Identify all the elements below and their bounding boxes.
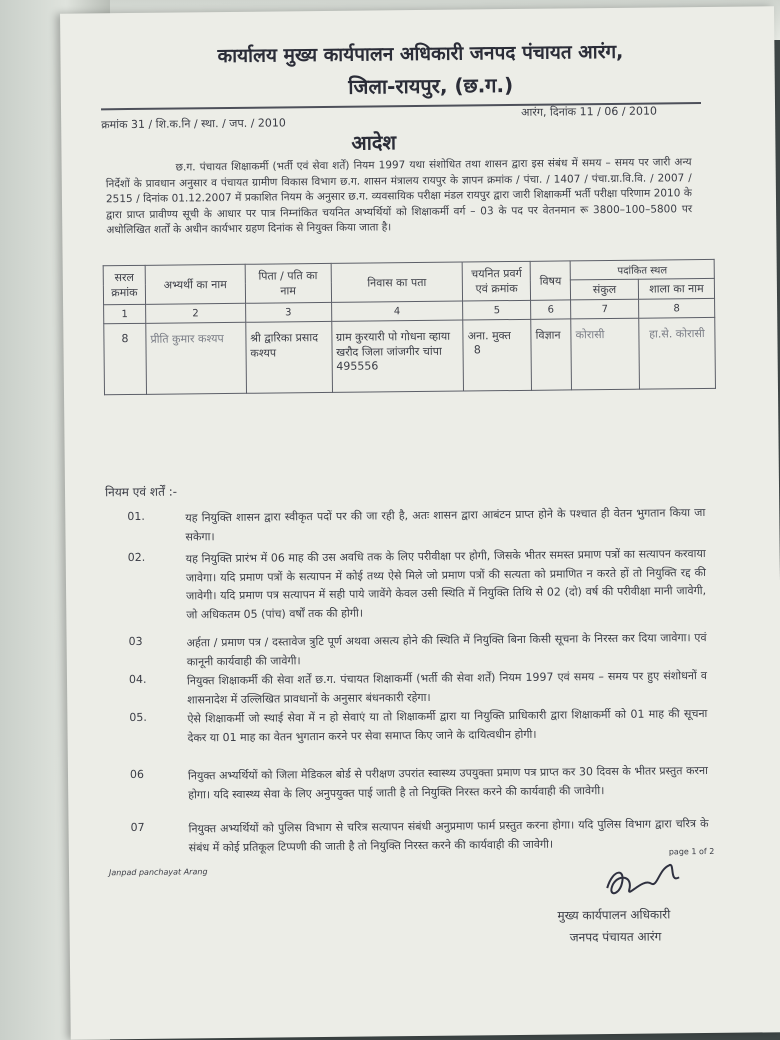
header-posting: पदांकित स्थल <box>570 259 714 280</box>
office-header: कार्यालय मुख्य कार्यपालन अधिकारी जनपद पंचायत आरंग, <box>217 40 624 68</box>
column-number: 6 <box>531 300 571 319</box>
rule-item <box>107 629 707 668</box>
cell-serial: 8 <box>104 323 147 394</box>
signatory-office: जनपद पंचायत आरंग <box>569 929 662 945</box>
rule-number: 01. <box>127 509 145 524</box>
cell-school: हा.से. कोरासी <box>639 317 716 389</box>
signature-mark <box>599 847 700 908</box>
cell-address: ग्राम कुरयारी पो गोधना व्हाया खरौद जिला जांजगीर चांपा 495556 <box>331 320 463 392</box>
document-page <box>60 6 780 1039</box>
header-subject: विषय <box>530 261 570 300</box>
header-father: पिता / पति का नाम <box>245 263 331 303</box>
column-number: 3 <box>245 302 331 322</box>
column-number: 4 <box>331 301 463 321</box>
rule-number: 03 <box>128 634 143 649</box>
reference-date: आरंग, दिनांक 11 / 06 / 2010 <box>521 104 658 119</box>
header-school: शाला का नाम <box>638 278 714 299</box>
reference-number: क्रमांक 31 / शि.क.नि / स्था. / जप. / 2010 <box>101 116 286 132</box>
appointment-table <box>103 259 716 395</box>
rule-text: ऐसे शिक्षाकर्मी जो स्थाई सेवा में न हो सेवाएं या तो शिक्षाकर्मी द्वारा या नियुक्ति प्राधिकारी द्वारा शिक्षाकर्मी को 01 माह की सूचना देकर या 01 माह का वेतन भुगतान करने पर सेवा समाप्त किए जाने के दायित्वधीन होगी। <box>187 706 708 744</box>
rule-number: 05. <box>129 710 147 725</box>
cell-category <box>463 319 532 391</box>
rule-text: यह नियुक्ति प्रारंभ में 06 माह की उस अवधि तक के लिए परीवीक्षा पर होगी, जिसके भीतर समस्त प्रमाण पत्रों का सत्यापन करवाया जावेगा। यदि प्रमाण पत्रों के सत्यापन में कोई तथ्य ऐसे मिले जो प्रमाण पत्रों की सत्यता को प्रमाणित न करते हों तो नियुक्ति रद्द की जावेगी। यदि प्रमाण पत्र सत्यापन में सही पाये जावेंगे केवल उसी स्थिति में नियुक्ति तिथि से 02 (दो) वर्ष की परीवीक्षा मानी जावेगी, जो अधिकतम 05 (पांच) वर्षों तक की होगी। <box>185 547 707 621</box>
rule-number: 06 <box>129 767 145 782</box>
header-address: निवास का पता <box>331 262 463 302</box>
order-title: आदेश <box>351 130 397 155</box>
rules-title: नियम एवं शर्तें :- <box>104 484 178 500</box>
cell-father: श्री द्वारिका प्रसाद कश्यप <box>246 321 333 393</box>
rule-number: 04. <box>128 672 147 687</box>
signatory-title: मुख्य कार्यपालन अधिकारी <box>557 907 671 923</box>
column-number: 2 <box>146 303 246 323</box>
rule-text: नियुक्त अभ्यर्थियों को जिला मेडिकल बोर्ड से परीक्षण उपरांत स्वास्थ्य उपयुक्ता प्रमाण पत्र प्राप्त कर 30 दिवस के भीतर प्रस्तुत करना होगा। यदि स्वास्थ्य सेवा के लिए अनुपयुक्त पाई जाती है तो नियुक्ति निरस्त करने की कार्यवाही की जावेगी। <box>187 763 709 801</box>
header-serial: सरल क्रमांक <box>103 265 145 304</box>
cell-cluster: कोरासी <box>571 318 640 390</box>
header-cluster: संकुल <box>570 279 638 300</box>
page-number: page 1 of 2 <box>668 846 715 857</box>
rule-item <box>105 504 706 543</box>
rule-number: 02. <box>127 550 146 565</box>
intro-paragraph: छ.ग. पंचायत शिक्षाकर्मी (भर्ती एवं सेवा शर्तें) नियम 1997 यथा संशोधित तथा शासन द्वारा इस संबंध में समय – समय पर जारी अन्य निर्देशों के प्रावधान अनुसार व पंचायत ग्रामीण विकास विभाग छ.ग. शासन मंत्रालय रायपुर के ज्ञापन क्रमांक / पंचा. / 1407 / पंचा.ग्रा.वि.वि. / 2007 / 2515 / दिनांक 01.12.2007 में प्रकाशित नियम के अनुसार छ.ग. व्यवसायिक परीक्षा मंडल रायपुर द्वारा जारी शिक्षाकर्मी भर्ती परीक्षा परिणाम 2010 के द्वारा प्राप्त प्रावीण्य सूची के आधार पर पात्र निम्नांकित चयनित अभ्यर्थियों को शिक्षाकर्मी वर्ग – 03 के पद पर वेतनमान रू 3800–100–5800 पर अधोलिखित शर्तों के अधीन कार्यभार ग्रहण दिनांक से नियुक्त किया जाता है। <box>105 156 693 237</box>
rule-text: नियुक्त अभ्यर्थियों को पुलिस विभाग से चरित्र सत्यापन संबंधी अनुप्रमाण फार्म प्रस्तुत करना होगा। यदि पुलिस विभाग द्वारा चरित्र के संबंध में कोई प्रतिकूल टिप्पणी की जाती है तो नियुक्ति निरस्त करने की कार्यवाही की जावेगी। <box>188 816 709 854</box>
cell-subject: विज्ञान <box>531 319 572 390</box>
category-number: 8 <box>473 343 481 357</box>
rule-item <box>108 762 709 801</box>
district-header: जिला-रायपुर, (छ.ग.) <box>348 72 514 99</box>
header-category: चयनित प्रवर्ग एवं क्रमांक <box>462 261 530 301</box>
table-row <box>104 317 716 394</box>
category-label: अना. मुक्त <box>467 329 511 343</box>
header-name: अभ्यर्थी का नाम <box>145 264 245 304</box>
rule-text: नियुक्त शिक्षाकर्मी की सेवा शर्तें छ.ग. पंचायत शिक्षाकर्मी (भर्ती की सेवा शर्तें) नियम 1997 एवं समय – समय पर हुए संशोधनों व शासनादेश में उल्लिखित प्रावधानों के अनुसार बंधनकारी रहेगा। <box>186 669 708 706</box>
column-number: 5 <box>463 300 531 320</box>
rule-text: अर्हता / प्रमाण पत्र / दस्तावेज त्रुटि पूर्ण अथवा असत्य होने की स्थिति में नियुक्ति बिना किसी सूचना के निरस्त कर दिया जावेगा। एवं कानूनी कार्यवाही की जावेगी। <box>186 631 707 668</box>
footer-office: Janpad panchayat Arang <box>108 867 208 878</box>
cell-name: प्रीति कुमार कश्यप <box>146 322 247 394</box>
rule-number: 07 <box>130 820 145 835</box>
column-number: 7 <box>571 299 639 319</box>
column-number: 1 <box>104 304 146 323</box>
rule-text: यह नियुक्ति शासन द्वारा स्वीकृत पदों पर की जा रही है, अतः शासन द्वारा आबंटन प्राप्त होने के पश्चात ही वेतन भुगतान किया जा सकेगा। <box>185 506 706 543</box>
column-number: 8 <box>639 298 715 318</box>
